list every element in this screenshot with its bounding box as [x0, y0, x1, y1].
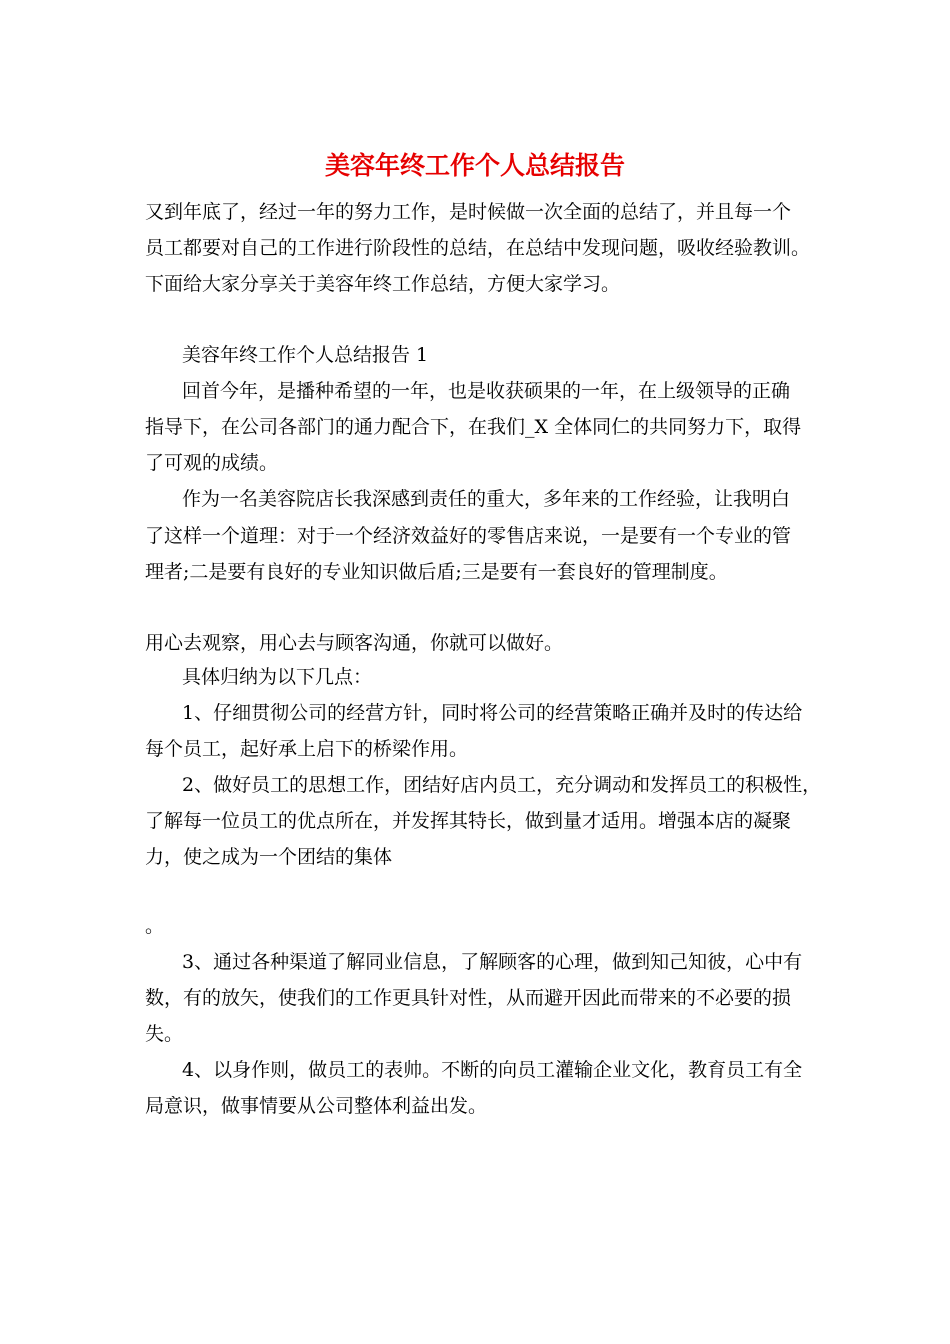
body-line: 理者;二是要有良好的专业知识做后盾;三是要有一套良好的管理制度。 [145, 561, 728, 583]
body-line: 具体归纳为以下几点： [182, 666, 373, 688]
list-item-line: 1、仔细贯彻公司的经营方针，同时将公司的经营策略正确并及时的传达给 [182, 702, 803, 724]
list-item-line: 数，有的放矢，使我们的工作更具针对性，从而避开因此而带来的不必要的损 [145, 987, 792, 1009]
list-item-line: 力，使之成为一个团结的集体 [145, 846, 393, 868]
list-item-line: 失。 [145, 1023, 184, 1045]
body-line: 用心去观察，用心去与顾客沟通，你就可以做好。 [145, 632, 564, 654]
list-item-line: 2、做好员工的思想工作，团结好店内员工，充分调动和发挥员工的积极性， [182, 774, 822, 796]
list-item-line: 了解每一位员工的优点所在，并发挥其特长，做到量才适用。增强本店的凝聚 [145, 810, 792, 832]
body-line: 作为一名美容院店长我深感到责任的重大，多年来的工作经验，让我明白 [182, 488, 791, 510]
list-item-line: 每个员工，起好承上启下的桥梁作用。 [145, 738, 469, 760]
list-item-line: 3、通过各种渠道了解同业信息，了解顾客的心理，做到知己知彼，心中有 [182, 951, 803, 973]
list-item-line: 。 [145, 915, 165, 937]
body-line: 员工都要对自己的工作进行阶段性的总结，在总结中发现问题，吸收经验教训。 [145, 237, 811, 259]
body-line: 下面给大家分享关于美容年终工作总结，方便大家学习。 [145, 273, 621, 295]
body-line: 回首今年，是播种希望的一年，也是收获硕果的一年，在上级领导的正确 [182, 380, 791, 402]
document-title: 美容年终工作个人总结报告 [324, 151, 625, 180]
body-line: 了可观的成绩。 [145, 452, 279, 474]
list-item-line: 局意识，做事情要从公司整体利益出发。 [145, 1095, 488, 1117]
body-line: 指导下，在公司各部门的通力配合下，在我们_X 全体同仁的共同努力下，取得 [145, 416, 802, 438]
section-heading: 美容年终工作个人总结报告 1 [182, 344, 429, 366]
list-item-line: 4、以身作则，做员工的表帅。不断的向员工灌输企业文化，教育员工有全 [182, 1059, 803, 1081]
body-line: 了这样一个道理：对于一个经济效益好的零售店来说，一是要有一个专业的管 [145, 525, 792, 547]
body-line: 又到年底了，经过一年的努力工作，是时候做一次全面的总结了，并且每一个 [145, 201, 792, 223]
